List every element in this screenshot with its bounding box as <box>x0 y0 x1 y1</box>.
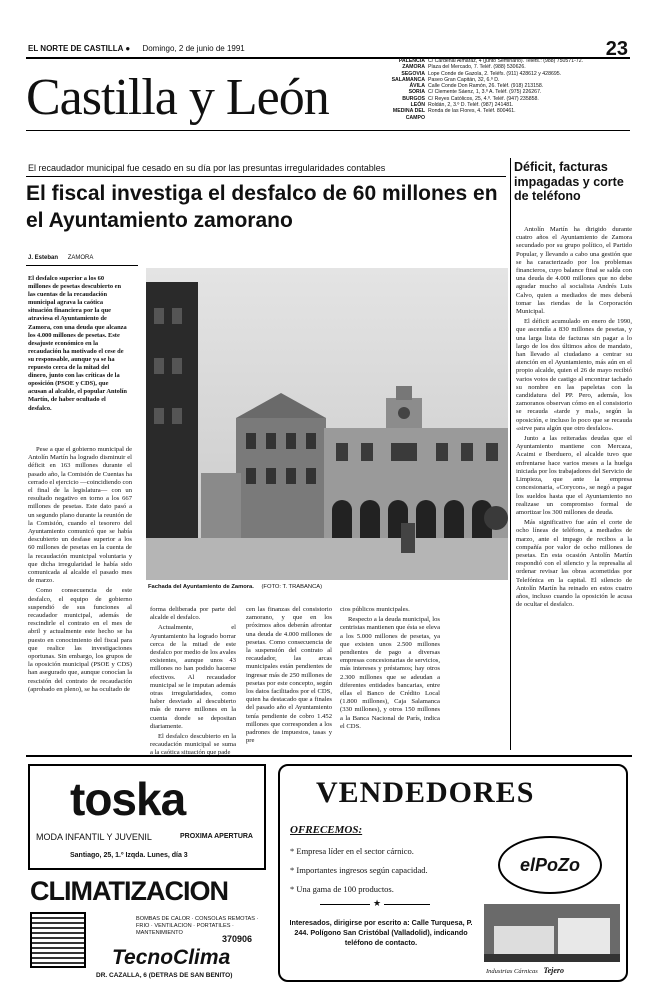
sidebar-body <box>516 226 632 611</box>
city-hall-illustration <box>146 268 508 580</box>
byline-author: J. Esteban <box>28 255 59 261</box>
company-brand: Tejero <box>543 966 565 975</box>
office-row: SEGOVIA Lope Conde de Gazola, 2. Teléfs. (911) 428612 y 428695. <box>401 70 562 77</box>
paragraph: cen las finanzas del consistorio zamorano, y que en los próximos años deberán afrontar una deuda de 4.000 millones de pesetas. Como consecuencia de la suspensión del contrato al recaudador, las arcas municipales están pendientes de ingresar más de 250 millones de pesetas por este concepto, según los datos facilitados por el CDS, quien ha destacado que a finales del pasado año el Ayuntamiento tenía pendiente de cobro 1.452 millones que corresponden a los padrones de impuestos, tasas y pre <box>246 606 332 745</box>
article-column-1 <box>28 446 132 696</box>
tosca-opening: PROXIMA APERTURA <box>180 833 253 840</box>
company-name: Industrias Cárnicas <box>486 968 538 975</box>
byline <box>28 255 93 261</box>
office-row: MEDINA DEL CAMPO Ronda de las Flores, 4. Teléf. 800461. <box>392 108 516 121</box>
office-row: LEÓN Roldán, 2, 3.º D. Teléf. (987) 241481. <box>410 102 514 109</box>
clima-phone: 370906 <box>222 934 253 944</box>
offices-list <box>376 58 636 121</box>
company-footer <box>486 966 564 975</box>
city-hall-photo <box>146 268 508 580</box>
page-number: 23 <box>605 38 628 60</box>
sidebar-title: Déficit, facturas impagadas y corte de teléfono <box>514 160 624 203</box>
paragraph: Junto a las reiteradas deudas que el Ayuntamiento mantiene con Mercaza, Acaimi e Iberduero, el alcalde tuvo que enfrentarse hace varios meses a la huelga iniciada por los trabajadores del Servicio de Limpieza, que ante la empresa concesionaria, «Corycon», se negó a pagar los sueldos hasta que el Ayuntamiento no realizase un compromiso formal de amortizar los 300 millones de deuda. <box>516 435 632 516</box>
contact-info: Interesados, dirigirse por escrito a: Calle Turquesa, P. 244. Polígono San Cristóbal (Valladolid), indicando teléfono de contacto. <box>289 918 473 947</box>
publication-date: Domingo, 2 de junio de 1991 <box>142 44 245 53</box>
paragraph: Respecto a la deuda municipal, los centristas mantienen que ésta se eleva a los 5.000 millones de pesetas, ya que existen unos 2.500 millones pendientes de pago a diversas empresas concesionarias de servicios, más intereses y préstamos; hay otros 2.300 millones que se adeudan a diferentes entidades bancarias, entre ellas el Banco de Crédito Local (1.800 millones), Caja Salamanca (330 millones), y otros 150 millones a la Banca Nacional de París, indica el CDS. <box>340 616 440 730</box>
vendedores-ad <box>278 764 628 982</box>
factory-photo <box>484 904 620 962</box>
article-kicker: El recaudador municipal fue cesado en su día por las presuntas irregularidades contables <box>28 163 386 173</box>
office-row: PALENCIA C/ Cardenal Almaraz, 4 (junto Seminario). Teléfs.: (988) 750571-72. <box>398 58 584 64</box>
section-rule <box>26 130 630 131</box>
article-column-3 <box>246 606 332 747</box>
paragraph: forma deliberada por parte del alcalde el desfalco. <box>150 606 236 622</box>
paragraph: Como consecuencia de este desfalco, el equipo de gobierno suspendió de sus funciones al recaudador municipal, además de rescindirle el contrato en el mes de abril y actualmente este hecho se ha puesto en conocimiento del fiscal para que realice las investigaciones oportunas. Sin embargo, los grupos de la oposición municipal (PSOE y CDS) han asegurado que, aunque conocían la rescisión del contrato de recaudación (aprobado en pleno), se ha ocultado de <box>28 587 132 693</box>
offer-heading: OFRECEMOS: <box>290 824 363 836</box>
offer-item: * Importantes ingresos según capacidad. <box>290 865 428 875</box>
office-row: SORIA C/ Clemente Sáenz, 1, 3.º A. Teléf. (975) 226267. <box>408 89 542 96</box>
clima-services: BOMBAS DE CALOR · CONSOLAS REMOTAS · FRIO · VENTILACION · PORTATILES · MANTENIMIENTO <box>136 916 259 936</box>
office-row: BURGOS C/ Reyes Católicos, 25, 4.º. Teléf. (947) 235858. <box>402 95 539 102</box>
paragraph: Actualmente, el Ayuntamiento ha logrado borrar cerca de la mitad de este desfalco por medio de los avales existentes, aunque unos 43 millones no han podido hacerse efectivos. Al recaudador municipal se le imputan además otras irregularidades, como haber desviado al descubierto más de nueve millones en la cuenta donde se depositan diariamente. <box>150 624 236 730</box>
elpozo-logo: elPoZo <box>498 836 602 894</box>
vendedores-title: VENDEDORES <box>316 776 535 809</box>
office-row: ÁVILA Calle Conde Don Ramón, 26. Teléf. (918) 213158. <box>409 83 544 90</box>
tosca-ad <box>28 764 266 870</box>
air-conditioner-icon <box>30 912 86 968</box>
article-headline: El fiscal investiga el desfalco de 60 millones en el Ayuntamiento zamorano <box>26 182 498 232</box>
offer-item: * Una gama de 100 productos. <box>290 884 394 894</box>
photo-caption-line <box>148 584 322 590</box>
tosca-tagline: MODA INFANTIL Y JUVENIL <box>36 832 152 842</box>
byline-rule <box>26 265 138 266</box>
kicker-rule <box>26 176 506 177</box>
article-column-2 <box>150 606 236 760</box>
photo-caption: Fachada del Ayuntamiento de Zamora. <box>148 584 254 590</box>
clima-brand: TecnoClima <box>112 946 231 969</box>
paragraph: Más significativo fue aún el corte de ocho líneas de teléfono, a mediados de marzo, ante el impago de recibos a la compañía por valor de ocho millones de pesetas. En esta ocasión Antolín Martín respondió con el silencio y la represalia al ordenar revisar las obras acometidas por Telefónica en la capital. El silencio de Antolín Martín ha reinado en estos cuatro años, incluso cuando la oposición le acusa de ocultar el desfalco. <box>516 519 632 609</box>
paragraph: El desfalco descubierto en la recaudación municipal se suma a la caótica situación que pade <box>150 733 236 757</box>
clima-title: CLIMATIZACION <box>30 876 228 906</box>
office-row: ZAMORA Plaza del Mercado, 7. Teléf. (988) 530626. <box>402 64 526 71</box>
ads-rule <box>26 755 632 757</box>
article-column-4 <box>340 606 440 733</box>
paragraph: cios públicos municipales. <box>340 606 410 613</box>
sidebar-divider <box>510 158 511 750</box>
paragraph: El déficit acumulado en enero de 1990, que ascendía a 830 millones de pesetas, y una larga lista de facturas sin pagar a lo largo de los dos últimos años de mandato, han llevado al ciudadano a centrar su atención en el Ayuntamiento, más aún en el propio alcalde, quien el 26 de mayo recibió varios votos de castigo al encontrar tachado su nombre en las papeletas con la candidatura del PP. Pero, además, los zamoranos observan cómo en el consistorio se recauda «tarde y mal», según la oposición, e incluso lo poco que se recauda «sirve para algún que otro desfalco». <box>516 318 632 432</box>
offer-list <box>290 842 428 899</box>
paragraph: Antolín Martín ha dirigido durante cuatro años el Ayuntamiento de Zamora secundado por su grupo político, el Partido Popular, y llevando a cabo una gestión que se ha caracterizado por los problemas financieros, cuyo balance final se salda con una deuda de 4.000 millones que no debe agradar mucho al socialista Andrés Luis Calvo, quien a mediados de mes deberá tomar las riendas de la Corporación Municipal. <box>516 226 632 316</box>
newspaper-name: EL NORTE DE CASTILLA <box>28 44 124 53</box>
tosca-address: Santiago, 25, 1.º Izqda. Lunes, día 3 <box>70 852 188 859</box>
masthead-bar <box>28 44 245 53</box>
paragraph: Pese a que el gobierno municipal de Antolín Martín ha logrado disminuir el déficit en 163 millones durante el pasado año, la Comisión de Cuentas ha cerrado el ejercicio —coincidiendo con el final de la legislatura— con un resultado negativo en torno a los 667 millones de pesetas. Este dato pasó a un segundo plano durante la reunión de la Comisión, cuando el tesorero del Ayuntamiento comunicó que se había descubierto un desfase superior a los 60 millones de pesetas en la cuenta de la recaudación municipal voluntaria y que dicha irregularidad le había sido comunicada al alcalde el pasado mes de marzo. <box>28 446 133 585</box>
tosca-logo: toska <box>70 773 186 825</box>
separator-star: ★ <box>370 898 384 909</box>
clima-address: DR. CAZALLA, 6 (DETRAS DE SAN BENITO) <box>96 972 233 979</box>
byline-place: ZAMORA <box>67 255 94 261</box>
office-row: SALAMANCA Paseo Gran Capitán, 32, 6.º D. <box>391 76 500 83</box>
section-title: Castilla y León <box>26 69 329 126</box>
factory-illustration <box>484 904 620 962</box>
offer-item: * Empresa líder en el sector cárnico. <box>290 846 414 856</box>
photo-credit: (FOTO: T. TRABANCA) <box>261 584 323 590</box>
article-lead: El desfalco superior a los 60 millones de pesetas descubierto en las cuentas de la recaudación municipal agrava la caótica situación financiera por la que atraviesa el Ayuntamiento de Zamora, con una deuda que alcanza los 4.000 millones de pesetas. Este desajuste económico en la recaudación ha motivado el cese de su responsable, aunque ya se ha repuesto cerca de la mitad del dinero, junto con las críticas de la oposición (PSOE y CDS), que acusan al alcalde, el popular Antolín Martín, de haber ocultado el desfalco. <box>28 275 127 412</box>
bullet: ● <box>125 44 131 53</box>
clima-ad <box>26 876 270 982</box>
